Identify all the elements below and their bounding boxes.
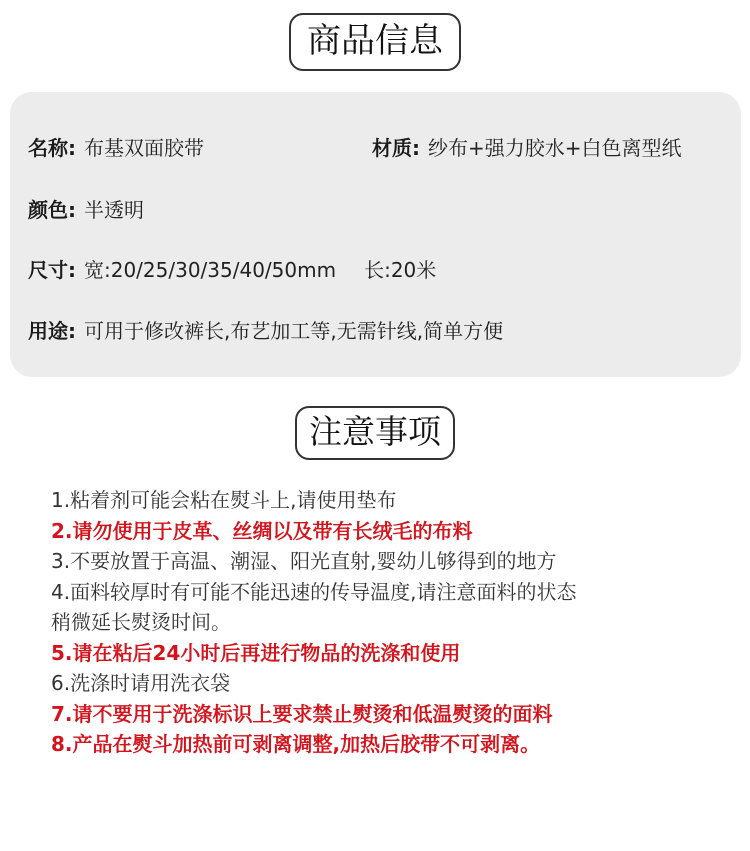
color-value: 半透明 xyxy=(84,198,144,222)
note-item: 3.不要放置于高温、潮湿、阳光直射,婴幼儿够得到的地方 xyxy=(51,549,557,573)
color-label: 颜色: xyxy=(28,198,76,222)
size-width-value: 宽:20/25/30/35/40/50mm xyxy=(84,258,337,282)
notes-heading: 注意事项 xyxy=(295,406,455,460)
note-item: 2.请勿使用于皮革、丝绸以及带有长绒毛的布料 xyxy=(51,518,473,543)
note-item: 4.面料较厚时有可能不能迅速的传导温度,请注意面料的状态 xyxy=(51,579,577,604)
product-info-panel xyxy=(10,92,741,377)
note-item: 5.请在粘后24小时后再进行物品的洗涤和使用 xyxy=(51,640,461,665)
info-row-material xyxy=(372,132,682,161)
material-value: 纱布+强力胶水+白色离型纸 xyxy=(428,136,682,160)
size-label: 尺寸: xyxy=(28,258,76,282)
material-label: 材质: xyxy=(372,136,420,160)
note-item-continuation: 稍微延长熨烫时间。 xyxy=(51,610,231,634)
note-item: 1.粘着剂可能会粘在熨斗上,请使用垫布 xyxy=(51,488,397,512)
note-item: 7.请不要用于洗涤标识上要求禁止熨烫和低温熨烫的面料 xyxy=(51,701,553,726)
name-value: 布基双面胶带 xyxy=(84,136,204,160)
product-info-heading: 商品信息 xyxy=(289,13,461,71)
info-row-color xyxy=(28,194,144,223)
info-row-size xyxy=(28,254,436,283)
use-value: 可用于修改裤长,布艺加工等,无需针线,简单方便 xyxy=(84,319,504,343)
notes-list xyxy=(51,485,731,760)
name-label: 名称: xyxy=(28,136,76,160)
note-item: 8.产品在熨斗加热前可剥离调整,加热后胶带不可剥离。 xyxy=(51,732,541,756)
use-label: 用途: xyxy=(28,319,76,343)
note-item: 6.洗涤时请用洗衣袋 xyxy=(51,671,231,695)
size-length-value: 长:20米 xyxy=(364,258,437,282)
info-row-name xyxy=(28,132,204,161)
info-row-use xyxy=(28,315,503,344)
